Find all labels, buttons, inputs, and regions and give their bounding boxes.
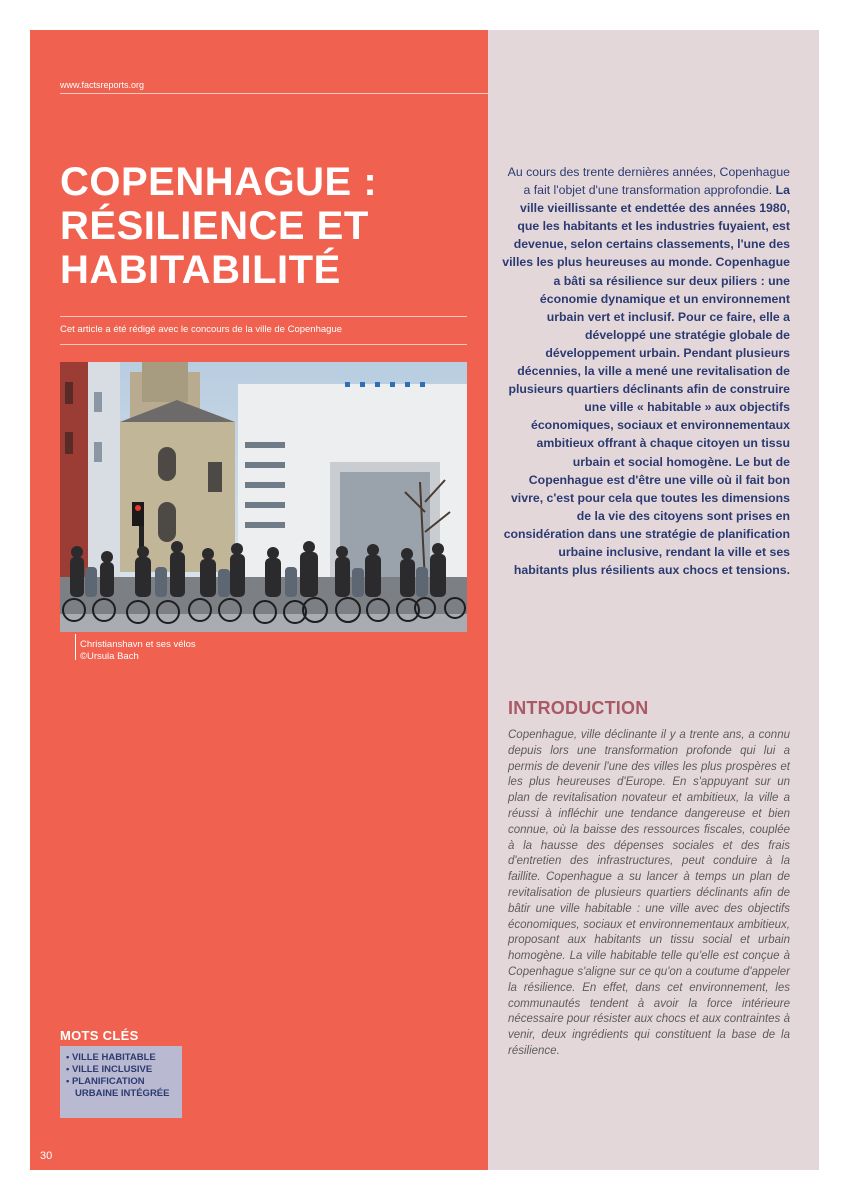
contribution-note: Cet article a été rédigé avec le concours de la ville de Copenhague	[60, 324, 343, 335]
introduction-title: INTRODUCTION	[508, 698, 649, 718]
title-line: RÉSILIENCE ET	[60, 204, 369, 248]
keywords-box	[60, 1046, 182, 1118]
divider	[60, 344, 467, 345]
keyword-item: • VILLE INCLUSIVE	[66, 1064, 153, 1075]
keyword-item: • VILLE HABITABLE	[66, 1052, 156, 1063]
cyclists-photo	[60, 362, 467, 632]
lead-bold: La ville vieillissante et endettée des années 1980, que les habitants et les industries fuyaient, est devenue, selon certains classements, l'une des villes les plus heureuses au monde. Copenhague a bâti sa résilience sur deux piliers : une économie dynamique et un environnement urbain vert et inclusif. Pour ce faire, elle a développé une stratégie globale de développement urbain. Pendant plusieurs décennies, la ville a mené une revitalisation de plusieurs quartiers déclinants afin de construire une ville « habitable » aux objectifs économiques, sociaux et environnementaux ambitieux offrant à chaque citoyen un tissu urbain et social homogène. Le but de Copenhague est d'être une ville où il fait bon vivre, c'est pour cela que toutes les dimensions de la vie des citoyens sont prises en considération dans une stratégie de planification urbaine inclusive, rendant la ville et ses habitants plus résilients aux chocs et tensions.	[502, 183, 790, 578]
keywords-title: MOTS CLÉS	[60, 1028, 139, 1043]
caption-line: Christianshavn et ses vélos	[80, 639, 196, 650]
title-line: HABITABILITÉ	[60, 248, 341, 292]
keyword-item: • PLANIFICATION	[66, 1076, 145, 1087]
introduction-text: Copenhague, ville déclinante il y a trente ans, a connu depuis lors une transformation profonde qui lui a permis de devenir l'une des villes les plus prospères et les plus heureuses d'Europe. En s'appuyant sur un plan de revitalisation novateur et ambitieux, la ville a réussi à infléchir une tendance dangereuse et bien connue, où la baisse des ressources fiscales, couplée à la hausse des dépenses sociales et des frais d'entretien des infrastructures, peut conduire à la faillite. Copenhague a su lancer à temps un plan de revitalisation de plusieurs quartiers déclinants afin de bâtir une ville habitable : une ville avec des objectifs économiques, sociaux et environnementaux ambitieux, proposant aux habitants un tissu social et urbain homogène. La ville habitable telle qu'elle est conçue à Copenhague s'aligne sur ce qu'on a coutume d'appeler la résilience. En effet, dans cet environnement, les communautés tendent à avoir la force intérieure nécessaire pour résister aux chocs et aux contraintes à venir, deux ingrédients qui constituent la base de la résilience.	[508, 729, 790, 1057]
left-panel	[30, 30, 488, 1170]
photo-caption	[80, 639, 196, 663]
title-line: COPENHAGUE :	[60, 160, 378, 204]
lead-paragraph	[502, 163, 790, 579]
website-url[interactable]: www.factsreports.org	[60, 80, 145, 90]
page-number: 30	[40, 1150, 53, 1162]
divider	[60, 316, 467, 317]
article-title	[60, 160, 480, 292]
caption-line: ©Ursula Bach	[80, 651, 139, 662]
page	[30, 30, 819, 1170]
lead-normal: Au cours des trente dernières années, Copenhague a fait l'objet d'une transformation approfondie.	[507, 165, 790, 198]
caption-rule	[75, 634, 76, 660]
keyword-item: URBAINE INTÉGRÉE	[75, 1088, 170, 1099]
